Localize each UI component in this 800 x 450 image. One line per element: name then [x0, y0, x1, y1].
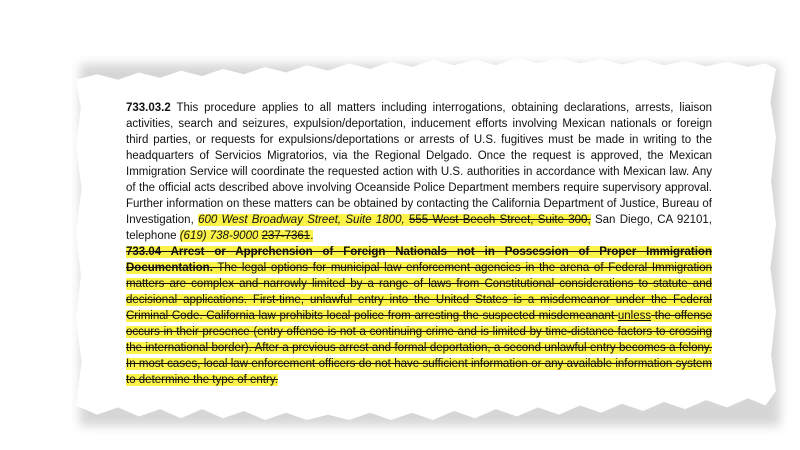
new-address: 600 West Broadway Street, Suite 1800, [198, 214, 405, 226]
city-text: San Diego, CA 92101, telephone [126, 214, 713, 242]
paragraph-733-03-2 [126, 100, 712, 244]
struck-body-part-b: the offense occurs in their presence (entry offense is not a continuing crime and is limited by time-distance factors to crossing the international border). After a previous arrest and formal deportation, a second unlawful entry becomes a felony. In most cases, local law enforcement officers do not have sufficient information or any available information system to determine the type of entry. [126, 310, 712, 386]
section-heading: 733.04 Arrest or Apprehension of Foreign Nationals not in Possession of Proper Immigration Documentation. [126, 246, 712, 274]
paragraph-733-04 [126, 244, 712, 388]
struck-old-phone: 237-7361 [261, 230, 311, 242]
period: . [310, 230, 314, 242]
struck-old-address: 555 West Beech Street, Suite 300, [408, 214, 591, 226]
struck-unless: unless [617, 310, 652, 322]
section-number: 733.03.2 [126, 102, 171, 114]
struck-body-part-a: The legal options for municipal law enforcement agencies in the arena of Federal Immigration matters are complex and narrowly limited by a range of laws from Constitutional considerations to statute and decisional applications. First-time, unlawful entry into the United States is a misdemeanor under the Federal Criminal Code. California law prohibits local police from arresting the suspected misdemeanant [126, 262, 712, 322]
paragraph-body: This procedure applies to all matters including interrogations, obtaining declarations, arrests, liaison activities, search and seizures, expulsion/deportation, inducement efforts involving Mexican nationals or foreign third parties, or requests for expulsions/deportations or arrests of U.S. fugitives must be made in writing to the headquarters of Servicios Migratorios, via the Regional Delgado. Once the request is approved, the Mexican Immigration Service will coordinate the requested action with U.S. authorities in accordance with Mexican law. Any of the official acts described above involving Oceanside Police Department members require supervisory approval. Further information on these matters can be obtained by contacting the California Department of Justice, Bureau of Investigation, [126, 102, 712, 226]
new-phone: (619) 738-9000 [179, 230, 259, 242]
